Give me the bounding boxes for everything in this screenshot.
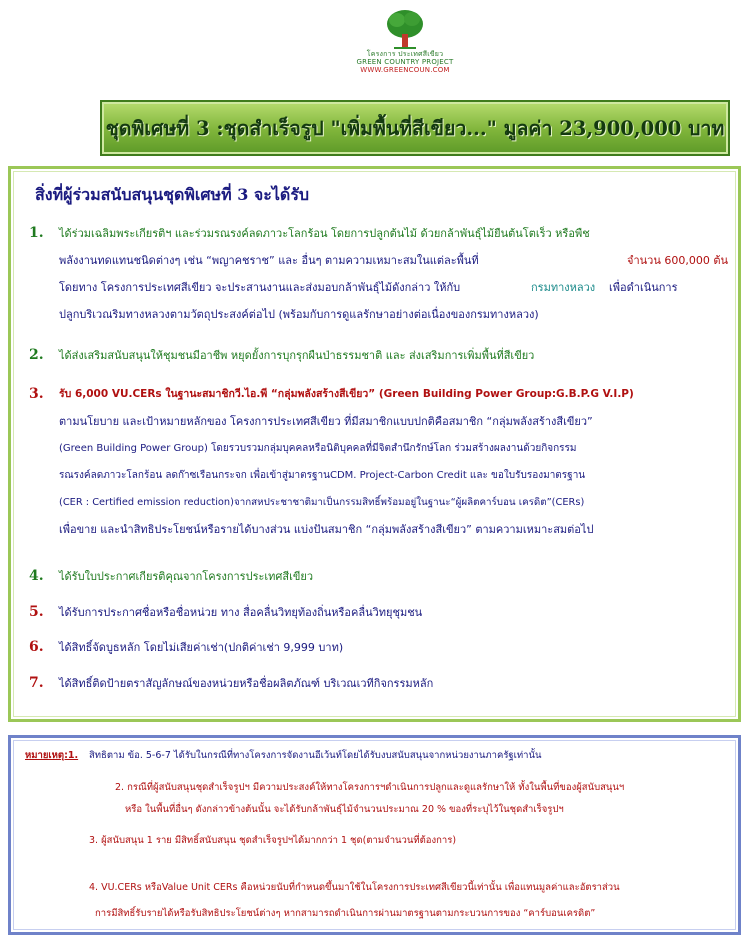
note-line: 4. VU.CERs หรือValue Unit CERs คือหน่วยนับที่กำหนดขึ้นมาใช้ในโครงการประเทศสีเขียวนี้เท่านั้น เพื่อแทนมูลค่าและอัตราส่วน xyxy=(89,882,620,893)
logo-url: WWW.GREENCOUN.COM xyxy=(360,66,450,74)
benefit-item-6 xyxy=(29,635,729,661)
item-line: เพื่อขาย และนำสิทธิประโยชน์หรือรายได้บางส่วน แบ่งปันสมาชิก “กลุ่มพลังสร้างสีเขียว” ตามความเหมาะสมต่อไป xyxy=(59,523,594,536)
benefit-item-7 xyxy=(29,671,729,697)
green-country-logo xyxy=(330,8,480,78)
department-tail: เพื่อดำเนินการ xyxy=(609,281,678,294)
benefit-item-1 xyxy=(29,221,729,331)
item-line: พลังงานทดแทนชนิดต่างๆ เช่น “พญาคชราช” และ อื่นๆ ตามความเหมาะสมในแต่ละพื้นที่ xyxy=(59,254,479,267)
item-line: ได้สิทธิ์จัดบูธหลัก โดยไม่เสียค่าเช่า(ปกติค่าเช่า 9,999 บาท) xyxy=(59,641,344,654)
banner-title: ชุดพิเศษที่ 3 :ชุดสำเร็จรูป "เพิ่มพื้นที่สีเขียว..." มูลค่า 23,900,000 บาท xyxy=(105,116,725,140)
item-number: 5. xyxy=(29,604,44,620)
benefit-item-3 xyxy=(29,382,729,552)
item-line: (Green Building Power Group) โดยรวบรวมกลุ่มบุคคลหรือนิติบุคคลที่มีจิตสำนึกรักษ์โลก ร่วมสร้างผลงานด้วยกิจกรรม xyxy=(59,443,577,454)
item-line: รณรงค์ลดภาวะโลกร้อน ลดก๊าซเรือนกระจก เพื่อเข้าสู่มาตรฐานCDM. Project-Carbon Credit และ ขอใบรับรองมาตรฐาน xyxy=(59,470,586,481)
department-name: กรมทางหลวง xyxy=(531,281,596,294)
note-line: 2. กรณีที่ผู้สนับสนุนชุดสำเร็จรูปฯ มีความประสงค์ให้ทางโครงการฯดำเนินการปลูกและดูแลรักษาให้ ทั้งในพื้นที่ของผู้สนับสนุนฯ xyxy=(115,782,625,793)
benefits-heading: สิ่งที่ผู้ร่วมสนับสนุนชุดพิเศษที่ 3 จะได้รับ xyxy=(35,185,310,204)
item-line: ปลูกบริเวณริมทางหลวงตามวัตถุประสงค์ต่อไป (พร้อมกับการดูแลรักษาอย่างต่อเนื่องของกรมทางหลวง) xyxy=(59,308,539,321)
item-line: ได้สิทธิ์ติดป้ายตราสัญลักษณ์ของหน่วยหรือชื่อผลิตภัณฑ์ บริเวณเวทีกิจกรรมหลัก xyxy=(59,677,434,690)
notes-box xyxy=(8,735,741,935)
item-line: (CER : Certified emission reduction)จากสหประชาชาติมาเป็นกรรมสิทธิ์พร้อมอยู่ในฐานะ“ผู้ผลิตคาร์บอน เครดิต”(CERs) xyxy=(59,497,585,508)
note-line: สิทธิตาม ข้อ. 5-6-7 ได้รับในกรณีที่ทางโครงการจัดงานอีเว้นท์โดยได้รับงบสนับสนุนจากหน่วยงานภาครัฐเท่านั้น xyxy=(89,750,542,761)
item-number: 3. xyxy=(29,386,44,402)
tree-logo-icon xyxy=(380,8,430,50)
item-number: 1. xyxy=(29,225,44,241)
benefit-item-2 xyxy=(29,343,729,369)
tree-amount: จำนวน 600,000 ต้น xyxy=(627,254,728,267)
item-line: โดยทาง โครงการประเทศสีเขียว จะประสานงานและส่งมอบกล้าพันธุ์ไม้ดังกล่าว ให้กับ xyxy=(59,281,461,294)
item-number: 6. xyxy=(29,639,44,655)
note-line: 3. ผู้สนับสนุน 1 ราย มีสิทธิ์สนับสนุน ชุดสำเร็จรูปฯได้มากกว่า 1 ชุด(ตามจำนวนที่ต้องการ) xyxy=(89,835,457,846)
logo-text-english: GREEN COUNTRY PROJECT xyxy=(356,58,454,66)
note-line: หรือ ในพื้นที่อื่นๆ ดังกล่าวข้างต้นนั้น จะได้รับกล้าพันธุ์ไม้จำนวนประมาณ 20 % ของที่ระบุไว้ในชุดสำเร็จรูปฯ xyxy=(125,804,564,815)
benefit-item-4 xyxy=(29,564,729,590)
item-number: 2. xyxy=(29,347,44,363)
item-line: รับ 6,000 VU.CERs ในฐานะสมาชิกวี.ไอ.พี “กลุ่มพลังสร้างสีเขียว” (Green Building Power Group:G.B.P.G V.I.P) xyxy=(59,388,634,400)
title-banner xyxy=(100,100,730,156)
item-line: ตามนโยบาย และเป้าหมายหลักของ โครงการประเทศสีเขียว ที่มีสมาชิกแบบปกติคือสมาชิก “กลุ่มพลังสร้างสีเขียว” xyxy=(59,415,593,428)
item-number: 7. xyxy=(29,675,44,691)
benefit-item-5 xyxy=(29,600,729,626)
notes-label: หมายเหตุ:1. xyxy=(25,750,79,761)
logo-text-thai: โครงการ ประเทศสีเขียว xyxy=(366,50,444,58)
item-line: ได้รับการประกาศชื่อหรือชื่อหน่วย ทาง สื่อคลื่นวิทยุท้องถิ่นหรือคลื่นวิทยุชุมชน xyxy=(59,606,423,619)
item-line: ได้รับใบประกาศเกียรติคุณจากโครงการประเทศสีเขียว xyxy=(59,570,313,583)
benefits-box xyxy=(8,166,741,722)
note-line: การมีสิทธิ์รับรายได้หรือรับสิทธิประโยชน์ต่างๆ หากสามารถดำเนินการผ่านมาตรฐานตามกระบวนการของ “คาร์บอนเครดิต” xyxy=(95,908,596,919)
item-number: 4. xyxy=(29,568,44,584)
item-line: ได้ส่งเสริมสนับสนุนให้ชุมชนมีอาชีพ หยุดยั้งการบุกรุกผืนป่าธรรมชาติ และ ส่งเสริมการเพิ่มพื้นที่สีเขียว xyxy=(59,349,535,362)
item-line: ได้ร่วมเฉลิมพระเกียรติฯ และร่วมรณรงค์ลดภาวะโลกร้อน โดยการปลูกต้นไม้ ด้วยกล้าพันธุ์ไม้ยืนต้นโตเร็ว หรือพืช xyxy=(59,227,590,240)
